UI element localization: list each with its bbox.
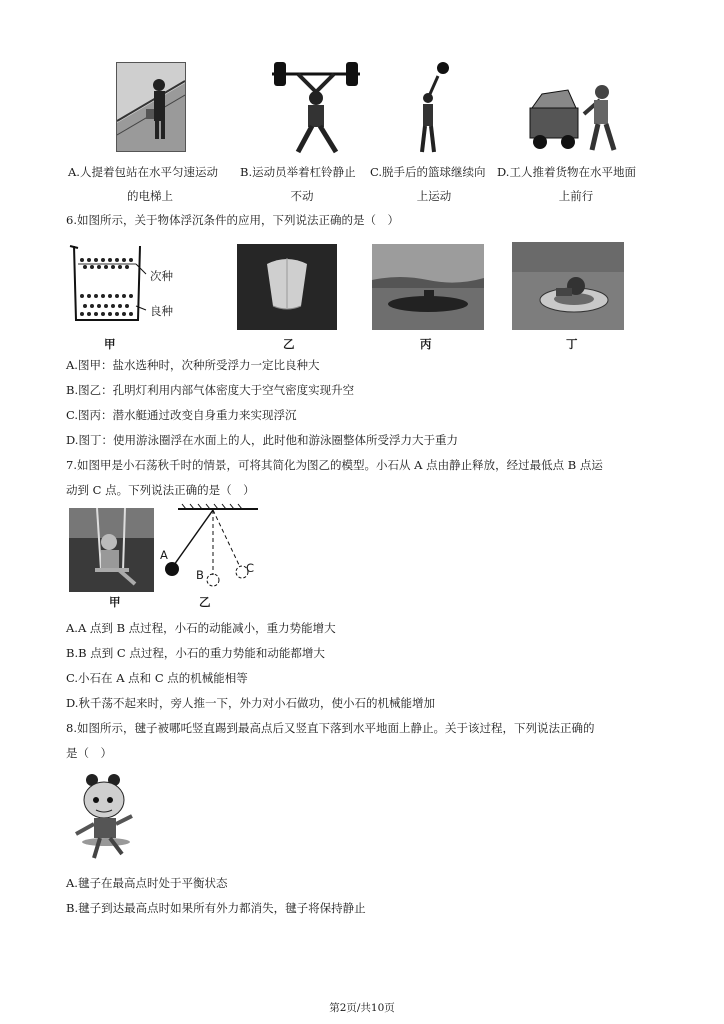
q8-stem-line2: 是（ ）	[66, 746, 112, 760]
q7-stem-line2: 动到 C 点。下列说法正确的是（ ）	[66, 483, 255, 497]
q6-label-cizhong: 次种	[150, 269, 173, 283]
q7-option-c: C.小石在 A 点和 C 点的机械能相等	[66, 671, 248, 685]
q8-figure-nezha-cartoon	[70, 770, 148, 862]
q5-option-b-line2: 不动	[290, 189, 314, 203]
q5-option-d-line1: D.工人推着货物在水平地面	[497, 165, 636, 179]
q6-option-a: A.图甲：盐水选种时，次种所受浮力一定比良种大	[66, 358, 320, 372]
q6-label-liangzhong: 良种	[150, 304, 173, 318]
q6-label-jia: 甲	[104, 337, 116, 351]
page-footer: 第2页/共10页	[329, 1002, 395, 1014]
q7-option-b: B.B 点到 C 点过程，小石的重力势能和动能都增大	[66, 646, 325, 660]
q7-label-a: A	[160, 548, 168, 562]
q6-option-b: B.图乙：孔明灯利用内部气体密度大于空气密度实现升空	[66, 383, 355, 397]
q5-option-c-line1: C.脱手后的篮球继续向	[370, 165, 486, 179]
q6-option-d: D.图丁：使用游泳圈浮在水面上的人，此时他和游泳圈整体所受浮力大于重力	[66, 433, 458, 447]
q5-option-b-line1: B.运动员举着杠铃静止	[240, 165, 356, 179]
q6-option-c: C.图丙：潜水艇通过改变自身重力来实现浮沉	[66, 408, 297, 422]
q6-stem: 6.如图所示，关于物体浮沉条件的应用，下列说法正确的是（ ）	[66, 213, 399, 227]
q5-figure-c-basketball	[410, 58, 456, 156]
q7-label-yi: 乙	[199, 595, 211, 609]
q7-figure-jia-swing-photo	[69, 508, 154, 592]
q5-option-c-line2: 上运动	[416, 189, 452, 203]
q5-option-a-line2: 的电梯上	[127, 189, 173, 203]
q5-figure-b-weightlifter	[268, 62, 364, 154]
q6-label-ding: 丁	[566, 337, 578, 351]
q5-option-a-line1: A.人提着包站在水平匀速运动	[68, 165, 218, 179]
q6-label-yi: 乙	[283, 337, 295, 351]
q8-stem-line1: 8.如图所示，毽子被哪吒竖直踢到最高点后又竖直下落到水平地面上静止。关于该过程，下列说法正确的	[66, 721, 595, 735]
q6-figure-bing-submarine	[372, 244, 484, 330]
q6-label-bing: 丙	[420, 337, 432, 351]
q8-option-b: B.毽子到达最高点时如果所有外力都消失，毽子将保持静止	[66, 901, 366, 915]
q8-option-a: A.毽子在最高点时处于平衡状态	[66, 876, 228, 890]
q7-stem-line1: 7.如图甲是小石荡秋千时的情景，可将其简化为图乙的模型。小石从 A 点由静止释放，经过最低点 B 点运	[66, 458, 603, 472]
q5-option-d-line2: 上前行	[558, 189, 594, 203]
q7-label-b: B	[196, 568, 204, 582]
q7-option-a: A.A 点到 B 点过程，小石的动能减小，重力势能增大	[66, 621, 336, 635]
q7-label-c: C	[246, 561, 255, 575]
q7-label-jia: 甲	[109, 595, 121, 609]
q5-figure-d-cart-push	[528, 80, 624, 154]
q6-figure-ding-swim-ring	[512, 242, 624, 330]
q5-figure-a-escalator	[116, 62, 186, 152]
q6-figure-yi-sky-lantern	[237, 244, 337, 330]
q7-option-d: D.秋千荡不起来时，旁人推一下，外力对小石做功，使小石的机械能增加	[66, 696, 435, 710]
q7-figure-yi-pendulum	[158, 503, 268, 593]
